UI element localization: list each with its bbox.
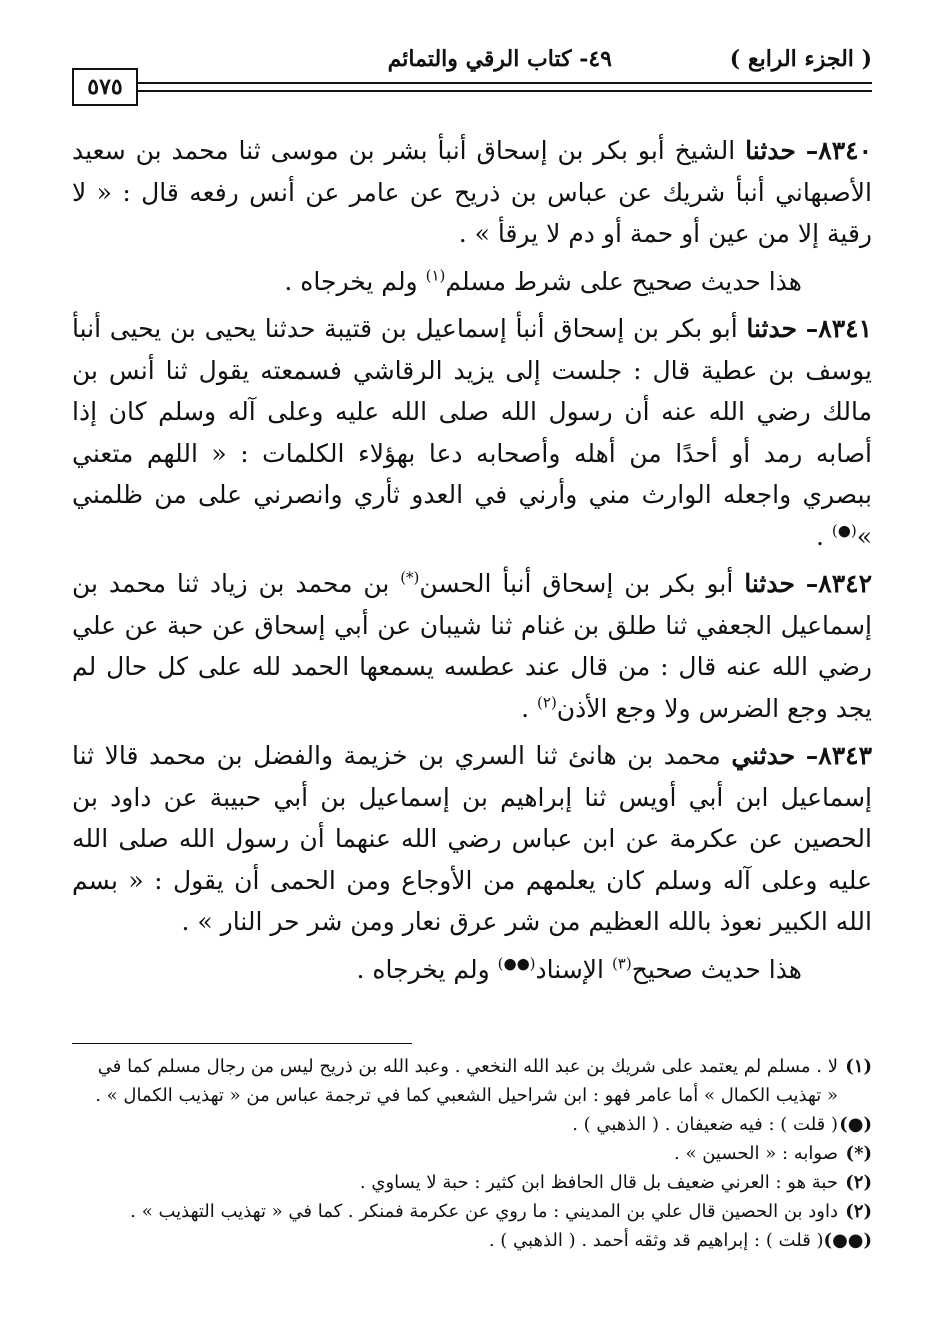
footnote <box>72 1139 872 1168</box>
footnote-marker: (●) <box>839 1114 872 1135</box>
main-text <box>72 130 872 996</box>
chapter-title: ٤٩- كتاب الرقي والتمائم <box>387 46 612 72</box>
footnote-ref: (٣) <box>611 954 632 973</box>
hadith-text: أبو بكر بن إسحاق أنبأ إسماعيل بن قتيبة حدثنا يحيى بن يحيى أنبأ يوسف بن عطية قال : جلست إلى يزيد الرقاشي فسمعته يقول ثنا أنس بن مالك رضي الله عنه أن رسول الله صلى الله عليه وعلى آله وسلم كان إذا أصابه رمد أو أحدًا من أهله وأصحابه دعا بهؤلاء الكلمات : « اللهم متعني ببصري واجعله الوارث مني وأرني في العدو ثأري وانصرني على من ظلمني » <box>72 314 872 551</box>
hadith-8342 <box>72 563 872 729</box>
footnote-text: ( قلت ) : إبراهيم قد وثقه أحمد . ( الذهبي ) . <box>488 1230 824 1251</box>
hadith-text: محمد بن هانئ ثنا السري بن خزيمة والفضل بن محمد قالا ثنا إسماعيل ابن أبي أويس ثنا إبراهيم بن إسماعيل بن أبي حبيبة عن داود بن الحصين عن عكرمة عن ابن عباس رضي الله عنهما أن رسول الله صلى الله عليه وعلى آله وسلم كان يعلمهم من الأوجاع ومن الحمى أن يقول : « بسم الله الكبير نعوذ بالله العظيم من شر عرق نعار ومن شر حر النار » . <box>72 741 872 936</box>
footnotes <box>72 1052 872 1255</box>
footnote-text: داود بن الحصين قال علي بن المديني : ما روي عن عكرمة فمنكر . كما في « تهذيب التهذيب » . <box>130 1201 838 1222</box>
footnote <box>72 1226 872 1255</box>
footnote-marker: (١) <box>845 1056 872 1077</box>
volume-label: ( الجزء الرابع ) <box>729 46 872 72</box>
footnote <box>72 1052 872 1081</box>
hadith-tail: . <box>816 521 832 551</box>
page-header <box>72 40 872 100</box>
footnote-ref: (●) <box>831 521 857 540</box>
footnote <box>72 1197 872 1226</box>
comment-text: هذا حديث صحيح على شرط مسلم <box>445 266 802 296</box>
comment-text: ولم يخرجاه . <box>284 266 426 296</box>
comment-text: الإسناد <box>535 954 612 984</box>
footnote-text: صوابه : « الحسين » . <box>674 1143 838 1164</box>
footnote-text: لا . مسلم لم يعتمد على شريك بن عبد الله النخعي . وعبد الله بن ذريح ليس من رجال مسلم كما في <box>97 1056 838 1077</box>
hadith-8341 <box>72 308 872 557</box>
footnote-ref: (*) <box>400 568 420 587</box>
hadith-lead: حدثنا <box>746 314 798 343</box>
footnote-marker: (٢) <box>845 1201 872 1222</box>
footnote-ref: (●●) <box>497 954 536 973</box>
hadith-number: ٨٣٤١– <box>805 314 872 343</box>
footnote-marker: (٢) <box>845 1172 872 1193</box>
footnote-text: حبة هو : العرني ضعيف بل قال الحافظ ابن كثير : حبة لا يساوي . <box>359 1172 838 1193</box>
hadith-number: ٨٣٤٢– <box>805 569 873 598</box>
page-number-box <box>72 68 138 106</box>
footnote-text: ( قلت ) : فيه ضعيفان . ( الذهبي ) . <box>572 1114 838 1135</box>
hadith-text: أبو بكر بن إسحاق أنبأ الحسن <box>419 569 734 598</box>
footnote-text: « تهذيب الكمال » أما عامر فهو : ابن شراحيل الشعبي كما في ترجمة عباس من « تهذيب الكمال » . <box>95 1085 838 1106</box>
footnote-ref: (١) <box>425 266 446 285</box>
footnote <box>72 1168 872 1197</box>
hadith-8340-comment <box>72 261 872 303</box>
hadith-text: الشيخ أبو بكر بن إسحاق أنبأ بشر بن موسى ثنا محمد بن سعيد الأصبهاني أنبأ شريك عن عباس بن ذريح عن عامر عن أنس رفعه قال : « لا رقية إلا من عين أو حمة أو دم لا يرقأ » . <box>72 136 872 248</box>
comment-text: ولم يخرجاه . <box>356 954 498 984</box>
hadith-8343 <box>72 735 872 943</box>
hadith-8340 <box>72 130 872 255</box>
hadith-number: ٨٣٤٠– <box>805 136 873 165</box>
hadith-lead: حدثنا <box>745 136 796 165</box>
hadith-tail: . <box>521 693 538 723</box>
footnote-separator <box>72 1043 412 1044</box>
footnote-marker: (●●) <box>823 1230 872 1251</box>
hadith-lead: حدثنا <box>744 569 795 598</box>
hadith-number: ٨٣٤٣– <box>805 741 872 770</box>
hadith-lead: حدثني <box>731 741 796 770</box>
header-rule <box>134 82 872 92</box>
comment-text: هذا حديث صحيح <box>631 954 802 984</box>
hadith-8343-comment <box>72 949 872 991</box>
footnote-ref: (٢) <box>537 693 557 712</box>
footnote-marker: (*) <box>845 1143 872 1164</box>
footnote <box>72 1110 872 1139</box>
hadith-text: بن محمد بن زياد ثنا محمد بن إسماعيل الجعفي ثنا طلق بن غنام ثنا شيبان عن أبي إسحاق عن حبة عن علي رضي الله عنه قال : من قال عند عطسه يسمعها الحمد لله على كل حال لم يجد وجع الضرس ولا وجع الأذن <box>72 569 872 723</box>
page-number: ٥٧٥ <box>87 74 123 100</box>
footnote-continuation <box>72 1081 872 1110</box>
